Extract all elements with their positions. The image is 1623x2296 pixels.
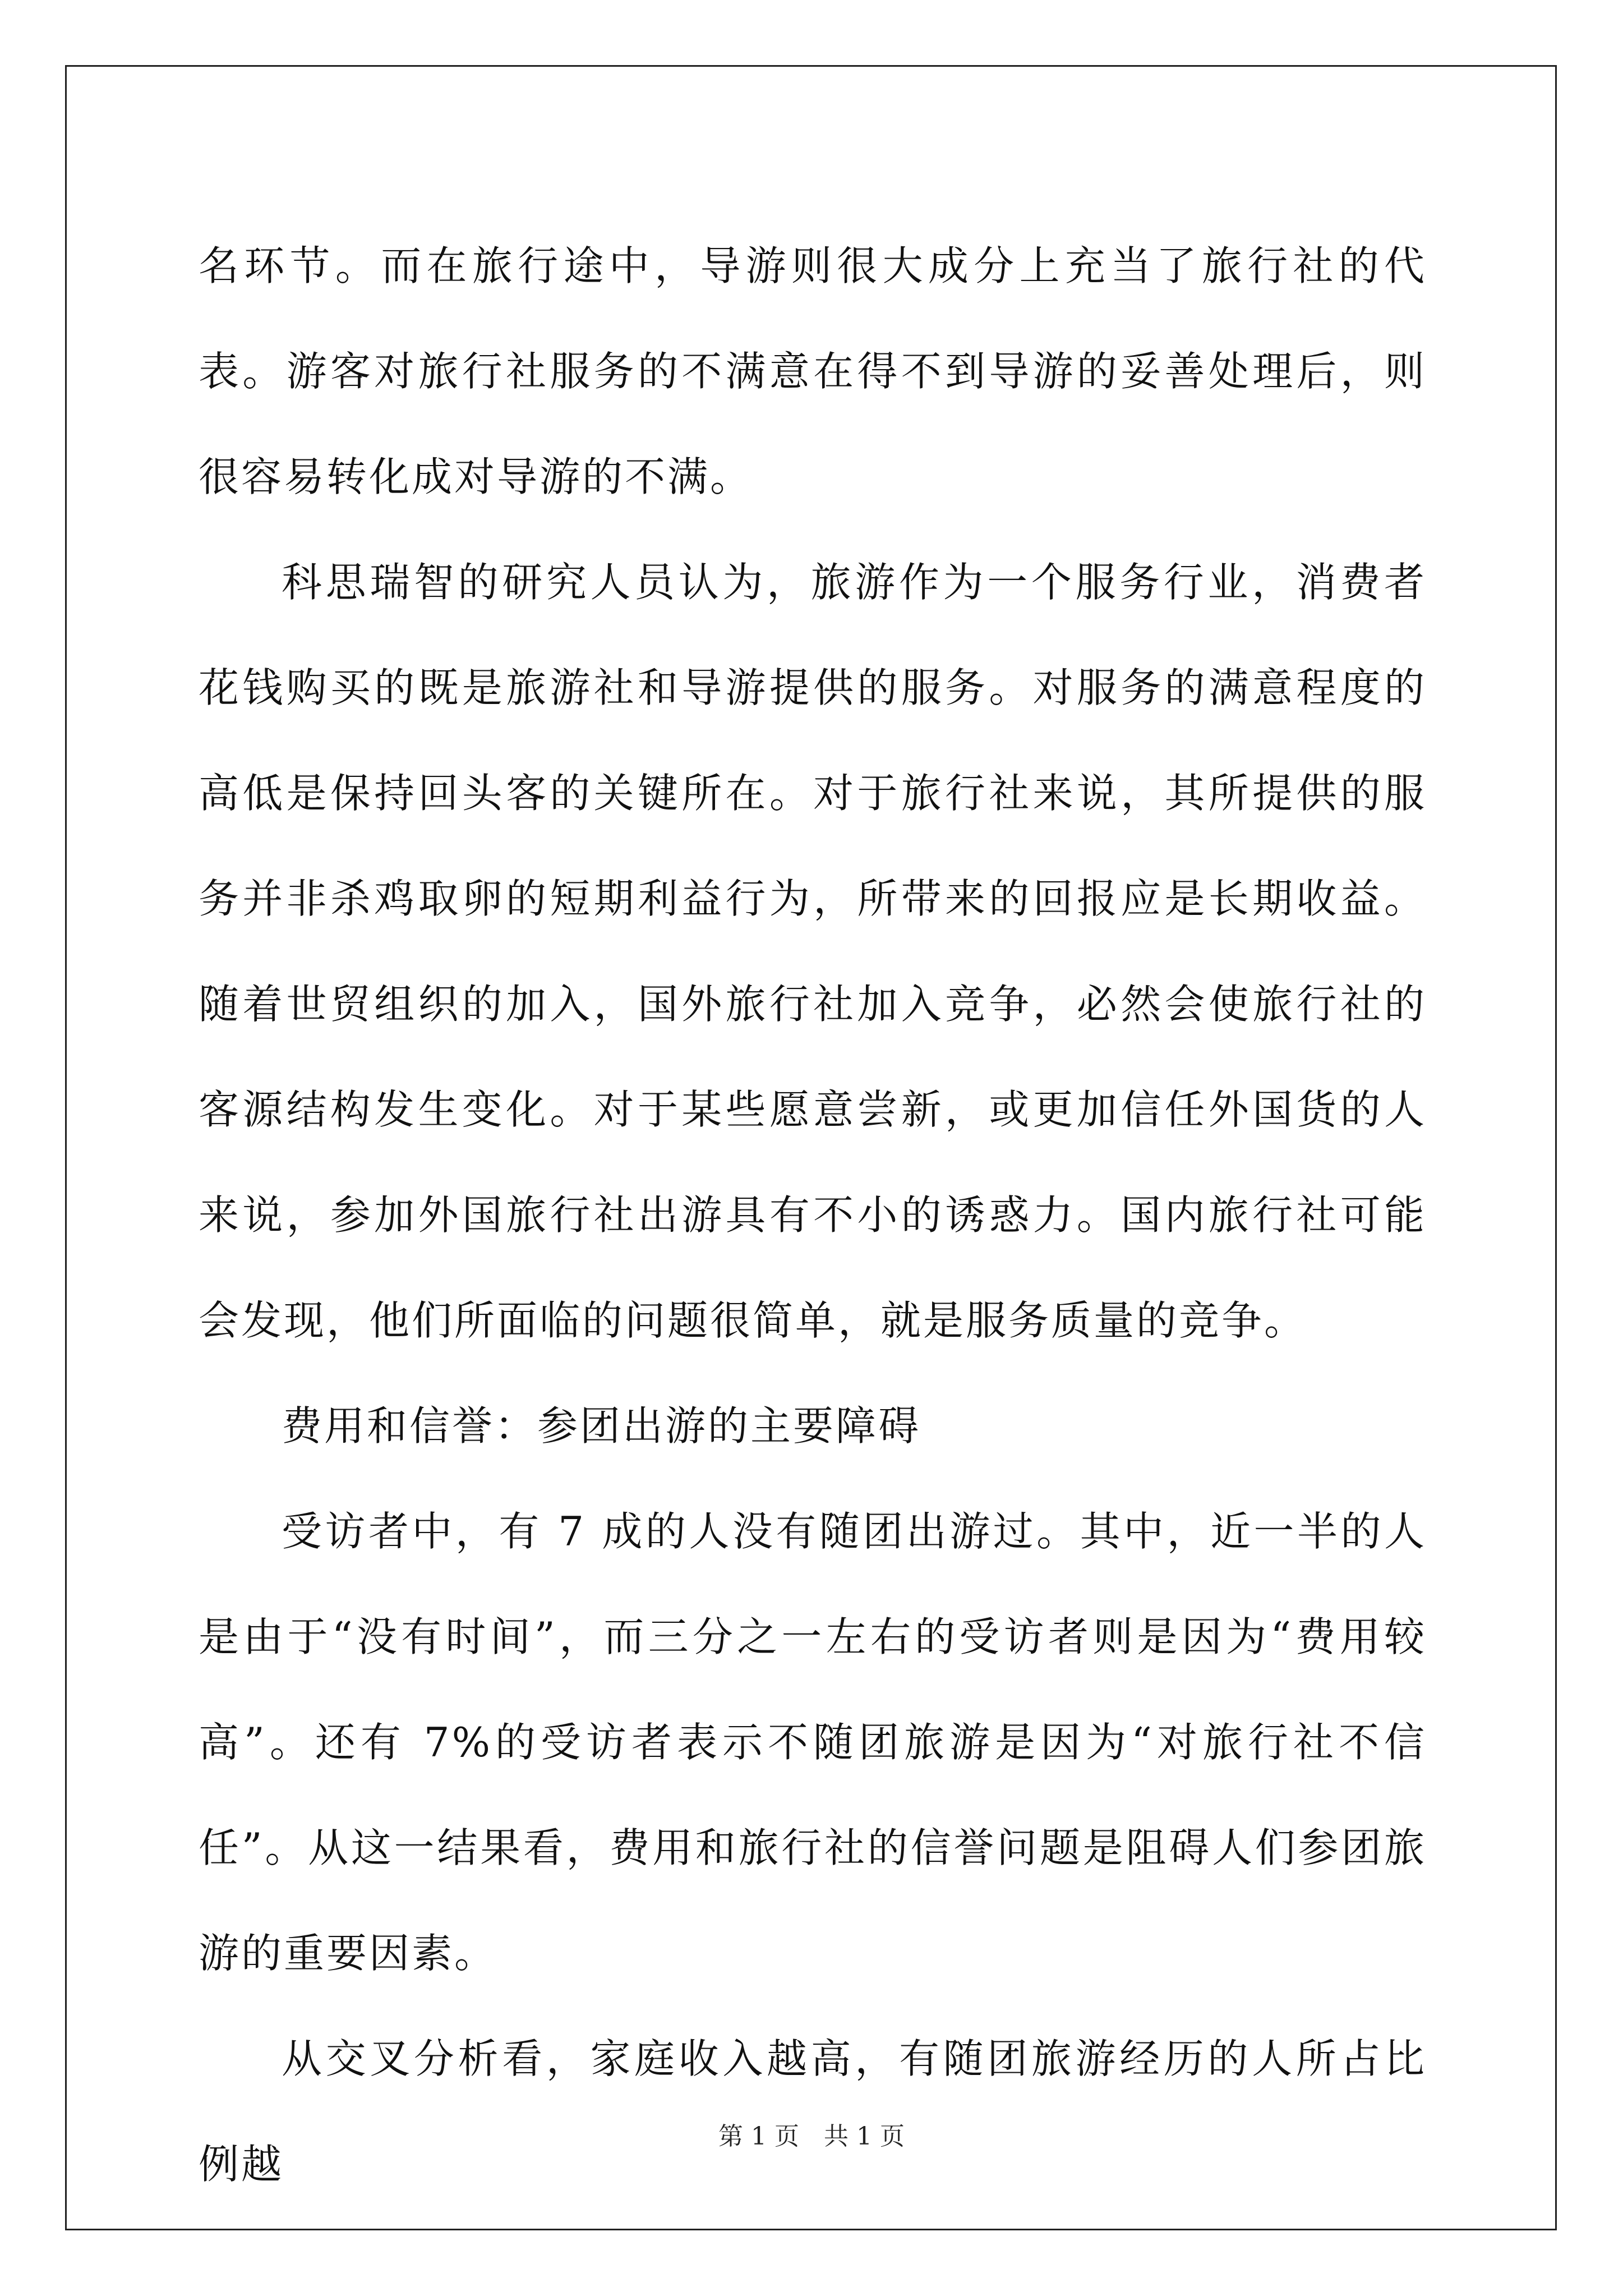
document-body bbox=[199, 213, 1427, 2217]
paragraph-1: 名环节。而在旅行途中，导游则很大成分上充当了旅行社的代表。游客对旅行社服务的不满意在得不到导游的妥善处理后，则很容易转化成对导游的不满。 bbox=[199, 242, 1427, 500]
paragraph-3: 受访者中，有 7 成的人没有随团出游过。其中，近一半的人是由于“没有时间”，而三分之一左右的受访者则是因为“费用较高”。还有 7%的受访者表示不随团旅游是因为“对旅行社不信任”。从这一结果看，费用和旅行社的信誉问题是阻碍人们参团旅游的重要因素。 bbox=[199, 1508, 1427, 1977]
page-number-footer: 第 1 页 共 1 页 bbox=[718, 2122, 905, 2151]
section-heading: 费用和信誉：参团出游的主要障碍 bbox=[282, 1402, 921, 1450]
paragraph-2: 科思瑞智的研究人员认为，旅游作为一个服务行业，消费者花钱购买的既是旅游社和导游提供的服务。对服务的满意程度的高低是保持回头客的关键所在。对于旅行社来说，其所提供的服务并非杀鸡取卵的短期利益行为，所带来的回报应是长期收益。随着世贸组织的加入，国外旅行社加入竞争，必然会使旅行社的客源结构发生变化。对于某些愿意尝新，或更加信任外国货的人来说，参加外国旅行社出游具有不小的诱惑力。国内旅行社可能会发现，他们所面临的问题很简单，就是服务质量的竞争。 bbox=[199, 559, 1427, 1344]
paragraph-4: 从交叉分析看，家庭收入越高，有随团旅游经历的人所占比例越 bbox=[199, 2035, 1427, 2188]
